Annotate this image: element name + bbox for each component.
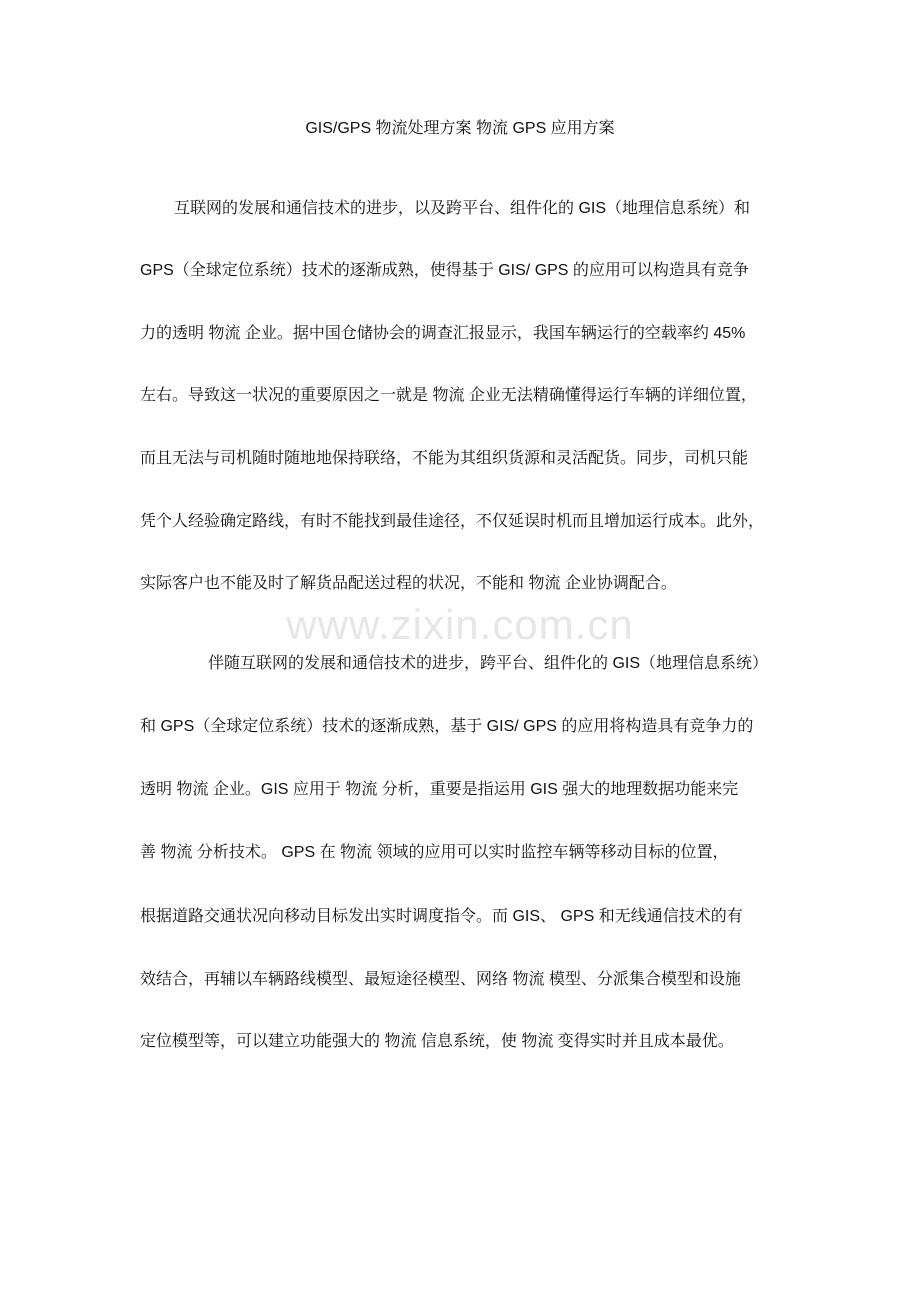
text-line: 和 GPS（全球定位系统）技术的逐渐成熟，基于 GIS/ GPS 的应用将构造具有竞争力的 (140, 718, 754, 735)
text-line: 效结合，再辅以车辆路线模型、最短途径模型、网络 物流 模型、分派集合模型和设施 (140, 971, 741, 988)
text-line: GPS（全球定位系统）技术的逐渐成熟，使得基于 GIS/ GPS 的应用可以构造具有竞争 (140, 262, 749, 279)
text-line: 实际客户也不能及时了解货品配送过程的状况，不能和 物流 企业协调配合。 (140, 575, 677, 592)
watermark: www.zixin.com.cn (286, 601, 634, 648)
text-line: 左右。导致这一状况的重要原因之一就是 物流 企业无法精确懂得运行车辆的详细位置， (140, 387, 757, 404)
document-title: GIS/GPS 物流处理方案 物流 GPS 应用方案 (305, 120, 615, 137)
text-line: 善 物流 分析技术。 GPS 在 物流 领域的应用可以实时监控车辆等移动目标的位置， (140, 844, 729, 861)
text-line: 凭个人经验确定路线，有时不能找到最佳途径，不仅延误时机而且增加运行成本。此外， (140, 513, 765, 530)
text-line: 透明 物流 企业。GIS 应用于 物流 分析，重要是指运用 GIS 强大的地理数据功能来完 (140, 781, 739, 798)
text-line: 伴随互联网的发展和通信技术的进步，跨平台、组件化的 GIS（地理信息系统） (208, 655, 769, 672)
text-line: 力的透明 物流 企业。据中国仓储协会的调查汇报显示，我国车辆运行的空载率约 45% (140, 325, 746, 342)
text-line: 互联网的发展和通信技术的进步，以及跨平台、组件化的 GIS（地理信息系统）和 (174, 200, 751, 217)
text-line: 根据道路交通状况向移动目标发出实时调度指令。而 GIS、 GPS 和无线通信技术的有 (140, 908, 743, 925)
text-line: 定位模型等，可以建立功能强大的 物流 信息系统，使 物流 变得实时并且成本最优。 (140, 1033, 734, 1050)
text-line: 而且无法与司机随时随地地保持联络，不能为其组织货源和灵活配货。同步，司机只能 (140, 450, 749, 467)
